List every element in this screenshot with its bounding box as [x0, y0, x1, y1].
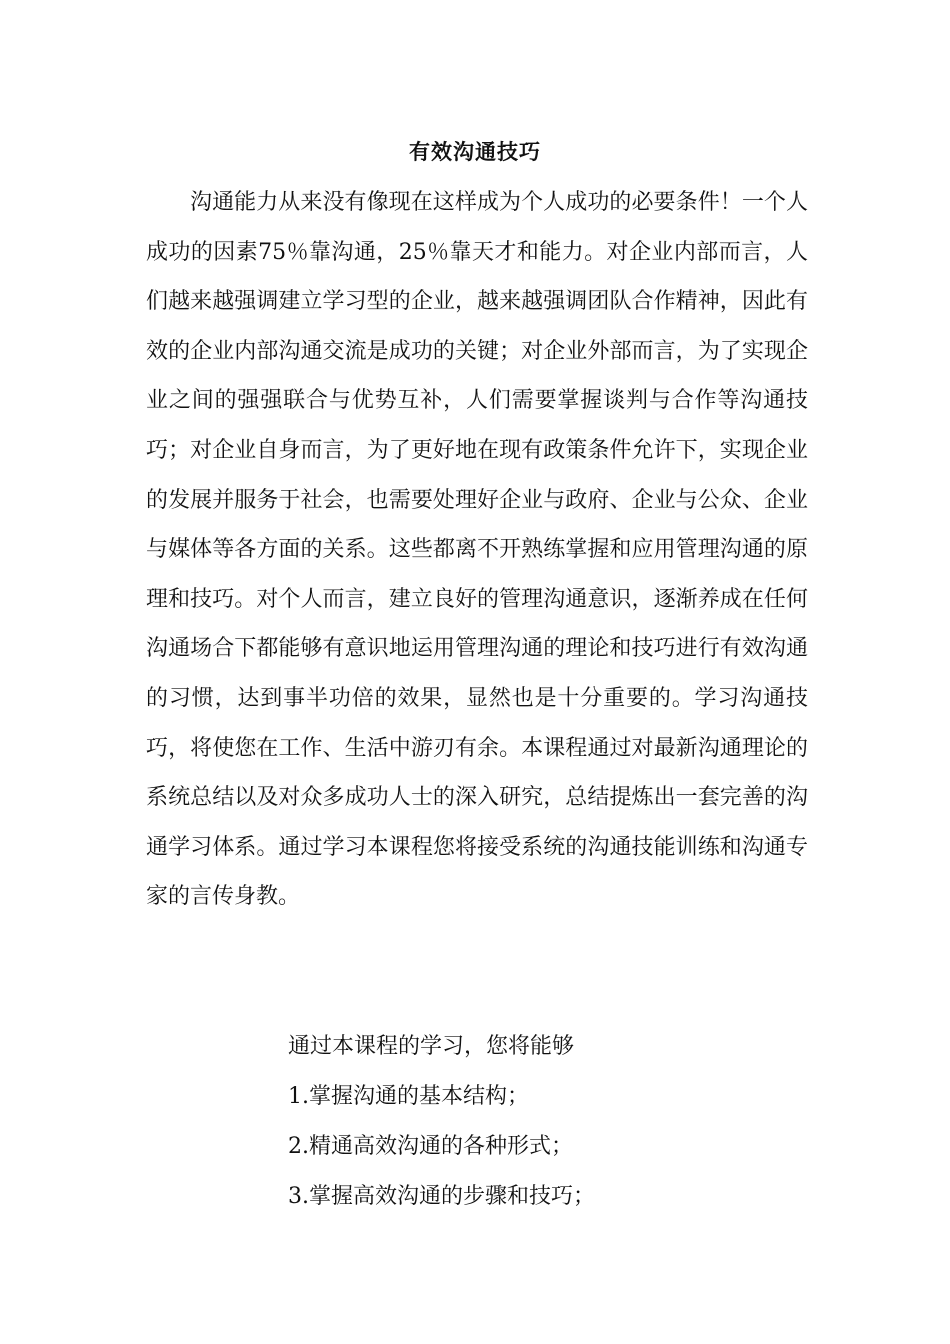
- list-item: 3.掌握高效沟通的步骤和技巧；: [288, 1184, 595, 1209]
- body-paragraph: 沟通能力从来没有像现在这样成为个人成功的必要条件！一个人成功的因素75％靠沟通，25％靠天才和能力。对企业内部而言，人们越来越强调建立学习型的企业，越来越强调团队合作精神，因此有效的企业内部沟通交流是成功的关键；对企业外部而言，为了实现企业之间的强强联合与优势互补，人们需要掌握谈判与合作等沟通技巧；对企业自身而言，为了更好地在现有政策条件允许下，实现企业的发展并服务于社会，也需要处理好企业与政府、企业与公众、企业与媒体等各方面的关系。这些都离不开熟练掌握和应用管理沟通的原理和技巧。对个人而言，建立良好的管理沟通意识，逐渐养成在任何沟通场合下都能够有意识地运用管理沟通的理论和技巧进行有效沟通的习惯，达到事半功倍的效果，显然也是十分重要的。学习沟通技巧，将使您在工作、生活中游刃有余。本课程通过对最新沟通理论的系统总结以及对众多成功人士的深入研究，总结提炼出一套完善的沟通学习体系。通过学习本课程您将接受系统的沟通技能训练和沟通专家的言传身教。: [146, 190, 808, 910]
- learning-outcomes: [288, 1022, 808, 1222]
- list-item: 1.掌握沟通的基本结构；: [288, 1084, 529, 1109]
- list-item: 2.精通高效沟通的各种形式；: [288, 1134, 573, 1159]
- document-title: 有效沟通技巧: [409, 139, 541, 164]
- list-intro: 通过本课程的学习，您将能够: [288, 1034, 575, 1059]
